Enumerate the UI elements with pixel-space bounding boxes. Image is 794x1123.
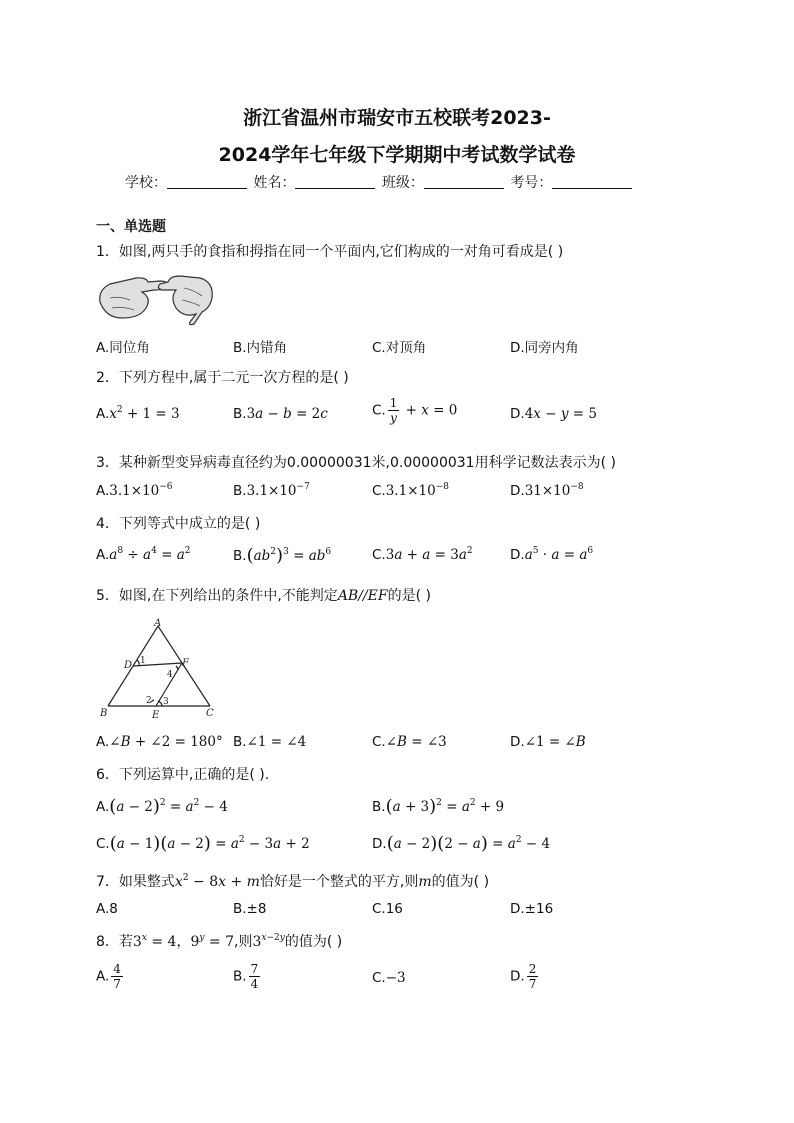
q2-text: 2．下列方程中,属于二元一次方程的是( ) [96,370,349,386]
q1-text: 1．如图,两只手的食指和拇指在同一个平面内,它们构成的一对角可看成是( ) [96,244,564,260]
triangle-figure [96,616,226,724]
figure-angle-4: 4 [167,670,173,680]
q6-option-b[interactable]: $B.(a + 3)^2 = a^2 + 9$ [372,796,505,817]
q7-text: 7．如果整式$x^2 - 8x + m$恰好是一个整式的平方,则m的值为( ) [96,873,490,890]
info-school-label: 学校： [125,175,167,191]
q7-option-d[interactable]: D.±16 [510,901,554,917]
figure-label-a: A [154,618,162,629]
title-line-2: 2024学年七年级下学期期中考试数学试卷 [218,144,576,166]
figure-angle-2: 2 [146,696,152,706]
q6-option-d[interactable]: $D.(a - 2)(2 - a) = a^2 - 4$ [372,833,551,854]
class-blank[interactable] [424,174,504,189]
q7-option-c[interactable]: C.16 [372,901,403,917]
figure-label-d: D [124,660,133,671]
q6-option-c[interactable]: $C.(a - 1)(a - 2) = a^2 - 3a + 2$ [96,833,310,854]
figure-label-e: E [152,710,160,721]
figure-angle-3: 3 [163,697,169,707]
q3-text: 3．某种新型变异病毒直径约为0.00000031米,0.00000031用科学记数法表示为( ) [96,455,616,471]
q5-option-b[interactable]: B.∠1 = ∠4 [233,734,307,750]
q8-option-d[interactable]: D. $\frac{2}{7}$ [510,962,537,991]
q5-text: 5．如图,在下列给出的条件中,不能判定AB//EF的是( ) [96,588,431,604]
q4-option-b[interactable]: $B.(ab^2)^3 = ab^6$ [233,545,332,566]
q8-option-b[interactable]: B. $\frac{7}{4}$ [233,962,259,991]
q6-option-a[interactable]: $A.(a - 2)^2 = a^2 - 4$ [96,796,228,817]
q1-option-a[interactable]: A.同位角 [96,340,150,356]
section-title: 一、单选题 [96,219,166,235]
figure-label-f: F [182,658,189,669]
q3-option-d[interactable]: $D.31\times 10^{-8}$ [510,482,584,499]
figure-label-c: C [206,708,214,719]
q1-option-d[interactable]: D.同旁内角 [510,340,579,356]
q8-text: 8．若$3^x = 4$，$9^y = 7$,则$3^{x-2y}$的值为( ) [96,933,343,950]
name-blank[interactable] [295,174,375,189]
q7-option-a[interactable]: A.8 [96,901,118,917]
q3-option-b[interactable]: $B.3.1\times 10^{-7}$ [233,482,310,499]
info-id-label: 考号： [510,175,553,191]
figure-label-b: B [100,708,108,719]
info-name-label: 姓名： [253,175,296,191]
hands-image [96,268,216,326]
q3-option-c[interactable]: $C.3.1\times 10^{-8}$ [372,482,449,499]
q8-option-a[interactable]: A. $\frac{4}{7}$ [96,962,121,991]
figure-angle-1: 1 [140,656,146,666]
q5-option-c[interactable]: C.∠B = ∠3 [372,734,447,750]
q4-text: 4．下列等式中成立的是( ) [96,516,261,532]
info-class-label: 班级： [381,175,424,191]
q4-option-d[interactable]: $D.a^5 \cdot a = a^6$ [510,546,594,563]
title-line-1: 浙江省温州市瑞安市五校联考2023- [243,107,551,129]
q2-option-a[interactable]: $A.x^2 + 1 = 3$ [96,405,180,422]
info-line [125,172,634,192]
school-blank[interactable] [167,174,247,189]
q2-option-c[interactable]: C. $\frac{1}{y}$ + x = 0 [372,396,458,425]
q4-option-c[interactable]: $C.3a + a = 3a^2$ [372,546,473,563]
q6-text: 6．下列运算中,正确的是( ). [96,767,270,783]
q2-option-d[interactable]: D.4x − y = 5 [510,406,597,422]
q5-option-a[interactable]: A.∠B + ∠2 = 180° [96,734,223,750]
q4-option-a[interactable]: $A.a^8 \div a^4 = a^2$ [96,546,191,563]
q7-option-b[interactable]: B.±8 [233,901,267,917]
q5-option-d[interactable]: D.∠1 = ∠B [510,734,586,750]
q8-option-c[interactable]: C.−3 [372,970,406,986]
id-blank[interactable] [552,174,632,189]
q3-option-a[interactable]: $A.3.1\times 10^{-6}$ [96,482,173,499]
q2-option-b[interactable]: B.3a − b = 2c [233,406,328,422]
q1-option-c[interactable]: C.对顶角 [372,340,427,356]
q1-option-b[interactable]: B.内错角 [233,340,288,356]
